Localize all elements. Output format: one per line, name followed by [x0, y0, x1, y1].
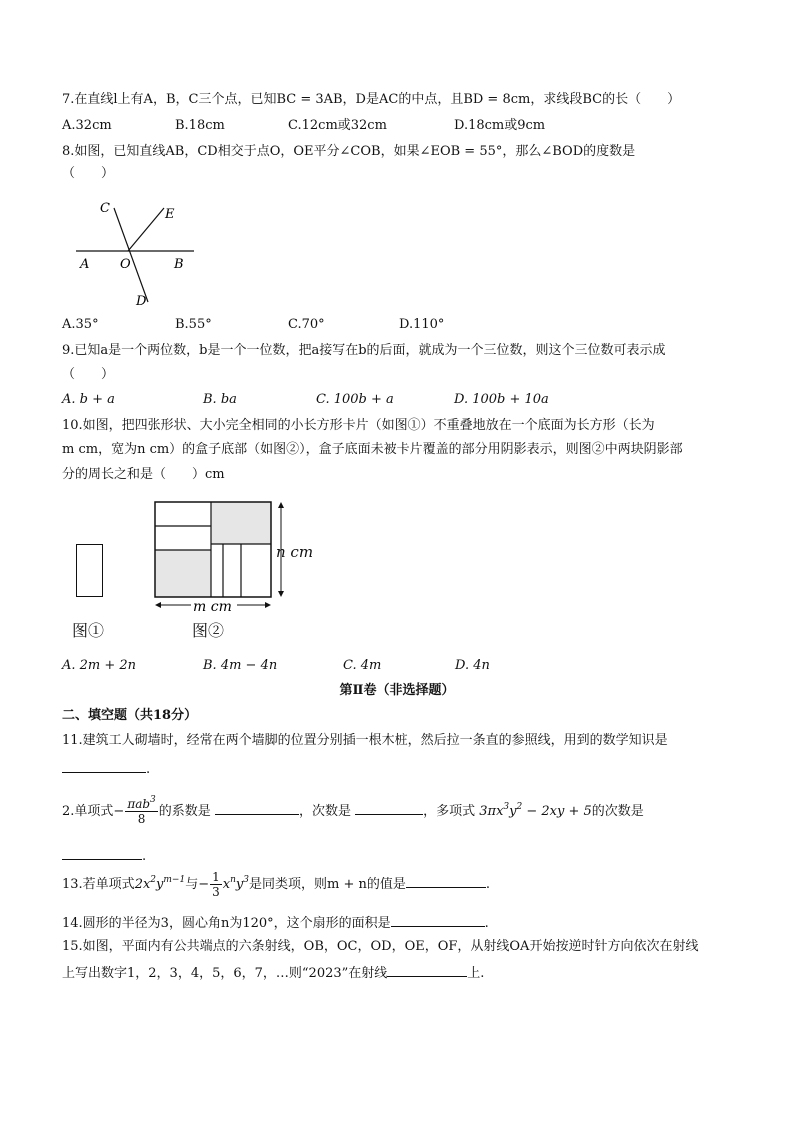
q12-blank-degree[interactable]	[355, 800, 423, 815]
q10-option-d: D. 4n	[455, 658, 490, 673]
q12-frac-den: 8	[137, 812, 146, 826]
q10-option-c: C. 4m	[343, 658, 382, 673]
label-c: C	[100, 201, 110, 216]
q8-figure	[66, 190, 206, 310]
q14-text: 14.圆形的半径为3，圆心角n为120°，这个扇形的面积是	[62, 916, 391, 931]
q13-fraction: $\frac{1}{3}$	[212, 870, 220, 899]
q8-paren: （ ）	[62, 166, 115, 181]
q9-option-b: B. ba	[203, 392, 237, 407]
q14-blank[interactable]	[391, 912, 485, 927]
q15-tail: 上.	[467, 966, 485, 981]
fig1-label: 图①	[72, 621, 105, 640]
line-cd	[114, 208, 148, 302]
height-arrow-top	[278, 502, 284, 508]
q9-option-d: D. 100b + 10a	[454, 392, 549, 407]
q13-prefix: 13.若单项式	[62, 877, 135, 892]
q9-option-c: C. 100b + a	[316, 392, 394, 407]
width-label: m cm	[193, 599, 232, 615]
shade-top-right	[211, 502, 271, 544]
q12-blank-coef[interactable]	[215, 800, 299, 815]
width-arrow-left	[155, 602, 161, 608]
q12-blank-poly[interactable]	[62, 845, 142, 860]
q12-tail: .	[142, 849, 147, 864]
q13-blank[interactable]	[406, 873, 486, 888]
q7-option-c: C.12cm或32cm	[288, 118, 387, 133]
q15-line2-text: 上写出数字1，2，3，4，5，6，7，…则“2023”在射线	[62, 966, 388, 981]
q8-option-d: D.110°	[399, 317, 445, 332]
q12-poly: $3\pi x^3y^2 - 2xy + 5$	[479, 802, 592, 819]
q7-option-d: D.18cm或9cm	[454, 118, 546, 133]
q7-option-b: B.18cm	[175, 118, 225, 133]
section2-title: 第Ⅱ卷（非选择题）	[339, 683, 455, 698]
q12-frac-num: πab$^3$	[127, 795, 156, 811]
q8-option-a: A.35°	[62, 317, 99, 332]
q10-option-a: A. 2m + 2n	[62, 658, 137, 673]
q13-line	[62, 870, 490, 900]
q11-line1: 11.建筑工人砌墙时，经常在两个墙脚的位置分别插一根木桩，然后拉一条直的参照线，用到的数学知识是	[62, 733, 668, 748]
q12-coef-text: 的系数是	[158, 804, 211, 819]
q10-option-b: B. 4m − 4n	[203, 658, 278, 673]
height-label: n cm	[276, 543, 314, 561]
label-a: A	[80, 257, 90, 272]
q12-line	[62, 797, 644, 827]
q9-option-a: A. b + a	[62, 392, 115, 407]
fig1-card	[76, 544, 103, 597]
label-b: B	[174, 257, 184, 272]
q12-degree-text: ，次数是	[298, 804, 351, 819]
q13-mid: 与	[185, 877, 199, 892]
q10-line2: m cm，宽为n cm）的盒子底部（如图②），盒子底面未被卡片覆盖的部分用阴影表示，则图②中两块阴影部	[62, 442, 683, 457]
q12-fraction	[125, 797, 157, 826]
fill-section-header: 二、填空题（共18分）	[62, 708, 198, 723]
q12-prefix: 2.单项式	[62, 804, 114, 819]
q7-option-a: A.32cm	[62, 118, 112, 133]
q12-answer-line	[62, 845, 146, 865]
q15-blank[interactable]	[387, 962, 467, 977]
q9-stem: 9.已知a是一个两位数，b是一个一位数，把a接写在b的后面，就成为一个三位数，则这个三位数可表示成	[62, 343, 666, 358]
q13-term2: $x^ny^3$	[222, 875, 249, 892]
fig2-label: 图②	[192, 621, 225, 640]
q11-tail: .	[146, 762, 151, 777]
label-e: E	[165, 207, 175, 222]
q13-tail: .	[485, 877, 490, 892]
q8-option-b: B.55°	[175, 317, 212, 332]
label-d: D	[136, 294, 147, 309]
q15-line2	[62, 962, 484, 982]
q13-term1: $2x^2y^{m-1}$	[134, 875, 186, 892]
q8-option-c: C.70°	[288, 317, 325, 332]
q9-paren: （ ）	[62, 367, 115, 382]
shade-bottom-left	[155, 550, 211, 597]
q12-poly-intro: ，多项式	[423, 804, 476, 819]
q10-line1: 10.如图，把四张形状、大小完全相同的小长方形卡片（如图①）不重叠地放在一个底面为长方形（长为	[62, 418, 655, 433]
height-arrow-bottom	[278, 591, 284, 597]
width-arrow-right	[265, 602, 271, 608]
q14-tail: .	[484, 916, 489, 931]
q14-line	[62, 912, 489, 932]
q13-suffix: 是同类项，则m + n的值是	[249, 877, 406, 892]
q13-minus: −	[198, 877, 210, 892]
q12-minus: −	[113, 804, 125, 819]
q10-line3: 分的周长之和是（ ）cm	[62, 467, 225, 482]
q15-line1: 15.如图，平面内有公共端点的六条射线，OB，OC，OD，OE，OF，从射线OA开始按逆时针方向依次在射线	[62, 939, 699, 954]
q11-blank[interactable]	[62, 758, 146, 773]
label-o: O	[120, 257, 131, 272]
q8-stem: 8.如图，已知直线AB，CD相交于点O，OE平分∠COB，如果∠EOB = 55°，那么∠BOD的度数是	[62, 144, 636, 159]
q12-poly-tail: 的次数是	[591, 804, 644, 819]
ray-oe	[128, 208, 164, 251]
q11-answer-line	[62, 758, 150, 778]
q7-stem: 7.在直线l上有A，B，C三个点，已知BC = 3AB，D是AC的中点，且BD = 8cm，求线段BC的长（ ）	[62, 92, 681, 107]
